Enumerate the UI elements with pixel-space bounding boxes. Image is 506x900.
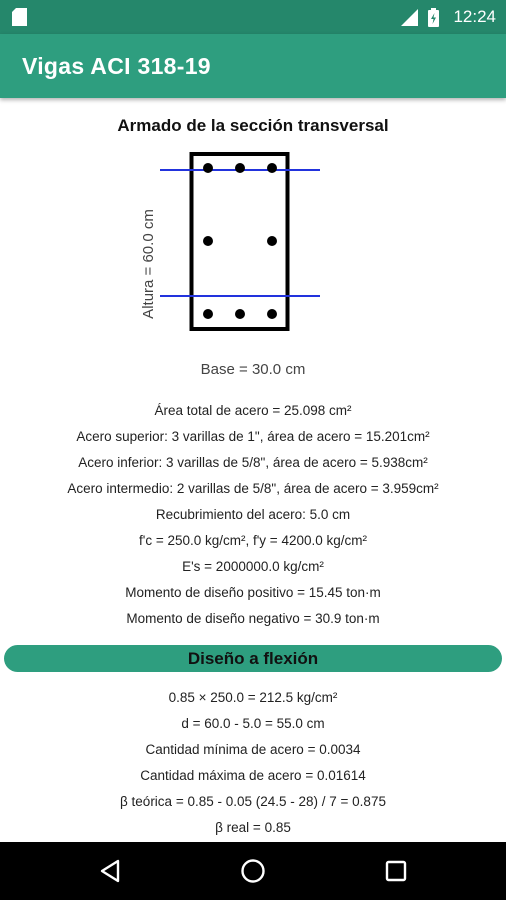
calc-line: 0.85 × 250.0 = 212.5 kg/cm² (168, 690, 338, 705)
result-line: Recubrimiento del acero: 5.0 cm (155, 507, 351, 522)
section-title: Armado de la sección transversal (117, 116, 389, 135)
back-icon[interactable] (96, 856, 126, 886)
results-list (0, 398, 506, 632)
result-line: Momento de diseño positivo = 15.45 ton·m (125, 585, 381, 600)
base-label: Base = 30.0 cm (200, 361, 306, 378)
calc-line: β teórica = 0.85 - 0.05 (24.5 - 28) / 7 = 0.875 (120, 794, 386, 809)
result-line: Acero inferior: 3 varillas de 5/8", área de acero = 5.938cm² (78, 455, 428, 470)
cross-section-diagram (0, 98, 506, 398)
sd-card-icon (12, 8, 27, 26)
recent-apps-icon[interactable] (381, 856, 411, 886)
home-icon[interactable] (238, 856, 268, 886)
signal-icon (401, 9, 418, 26)
result-line: E's = 2000000.0 kg/cm² (182, 559, 324, 574)
result-line: f'c = 250.0 kg/cm², f'y = 4200.0 kg/cm² (138, 533, 367, 548)
main-content[interactable] (0, 98, 506, 842)
height-label: Altura = 60.0 cm (140, 209, 157, 319)
result-line: Acero intermedio: 2 varillas de 5/8", área de acero = 3.959cm² (67, 481, 439, 496)
calc-line: d = 60.0 - 5.0 = 55.0 cm (181, 716, 325, 731)
status-bar (0, 0, 506, 34)
top-rebar (203, 163, 277, 173)
calc-line: Cantidad máxima de acero = 0.01614 (140, 768, 366, 783)
result-line: Área total de acero = 25.098 cm² (154, 403, 352, 418)
middle-rebar (203, 236, 277, 246)
battery-charging-icon (428, 8, 439, 27)
result-line: Acero superior: 3 varillas de 1", área de acero = 15.201cm² (76, 429, 430, 444)
bottom-rebar (203, 309, 277, 319)
flexion-section-header[interactable]: Diseño a flexión (4, 645, 502, 672)
clock: 12:24 (453, 7, 496, 26)
calc-line: β real = 0.85 (215, 820, 291, 835)
status-icons (401, 7, 496, 27)
flexion-calculations (0, 685, 506, 841)
navigation-bar (0, 842, 506, 900)
result-line: Momento de diseño negativo = 30.9 ton·m (126, 611, 380, 626)
app-bar (0, 34, 506, 98)
app-title: Vigas ACI 318-19 (22, 53, 211, 79)
calc-line: Cantidad mínima de acero = 0.0034 (145, 742, 361, 757)
